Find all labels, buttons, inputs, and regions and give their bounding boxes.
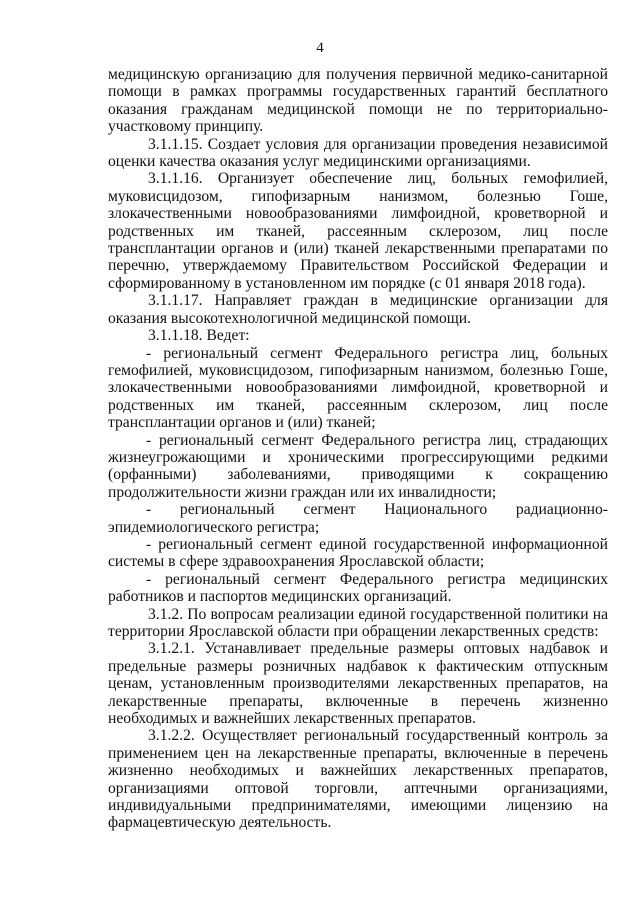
paragraph-3-1-2-2: 3.1.2.2. Осуществляет региональный государственный контроль за применением цен на лекарственные препараты, включенные в перечень жизненно необходимых и важнейших лекарственных препаратов, организациями оптовой торговли, аптечными организациями, индивидуальными предпринимателями, имеющими лицензию на фармацевтическую деятельность. [108, 727, 608, 832]
document-body [108, 66, 608, 832]
list-item-registry-hemophilia: - региональный сегмент Федерального регистра лиц, больных гемофилией, муковисцидозом, гипофизарным нанизмом, болезнью Гоше, злокачественными новообразованиями лимфоидной, кроветворной и родственных им тканей, рассеянным склерозом, лиц после трансплантации органов и (или) тканей; [108, 344, 608, 432]
paragraph-3-1-1-15: 3.1.1.15. Создает условия для организации проведения независимой оценки качества оказания услуг медицинскими организациями. [108, 135, 608, 171]
list-item-registry-orphan-diseases: - региональный сегмент Федерального регистра лиц, страдающих жизнеугрожающими и хроническими прогрессирующими редкими (орфанными) заболеваниями, приводящими к сокращению продолжительности жизни граждан или их инвалидности; [108, 431, 608, 501]
list-item-registry-medical-workers: - региональный сегмент Федерального регистра медицинских работников и паспортов медицинских организаций. [108, 570, 608, 606]
paragraph-continuation: медицинскую организацию для получения первичной медико-санитарной помощи в рамках программы государственных гарантий бесплатного оказания гражданам медицинской помощи не по территориально-участковому принципу. [108, 66, 608, 136]
paragraph-3-1-1-17: 3.1.1.17. Направляет граждан в медицинские организации для оказания высокотехнологичной медицинской помощи. [108, 292, 608, 327]
list-item-health-info-system: - региональный сегмент единой государственной информационной системы в сфере здравоохранения Ярославской области; [108, 535, 608, 571]
paragraph-3-1-2: 3.1.2. По вопросам реализации единой государственной политики на территории Ярославской области при обращении лекарственных средств: [108, 605, 608, 640]
paragraph-3-1-1-16: 3.1.1.16. Организует обеспечение лиц, больных гемофилией, муковисцидозом, гипофизарным нанизмом, болезнью Гоше, злокачественными новообразованиями лимфоидной, кроветворной и родственных им тканей, рассеянным склерозом, лиц после трансплантации органов и (или) тканей лекарственными препаратами по перечню, утверждаемому Правительством Российской Федерации и сформированному в установленном им порядке (с 01 января 2018 года). [108, 170, 608, 292]
paragraph-3-1-1-18: 3.1.1.18. Ведет: [148, 327, 250, 345]
paragraph-3-1-2-1: 3.1.2.1. Устанавливает предельные размеры оптовых надбавок и предельные размеры розничных надбавок к фактическим отпускным ценам, установленным производителями лекарственных препаратов, на лекарственные препараты, включенные в перечень жизненно необходимых и важнейших лекарственных препаратов. [108, 640, 608, 728]
page-number: 4 [316, 40, 324, 56]
list-item-registry-radiation: - региональный сегмент Национального радиационно-эпидемиологического регистра; [108, 501, 608, 536]
